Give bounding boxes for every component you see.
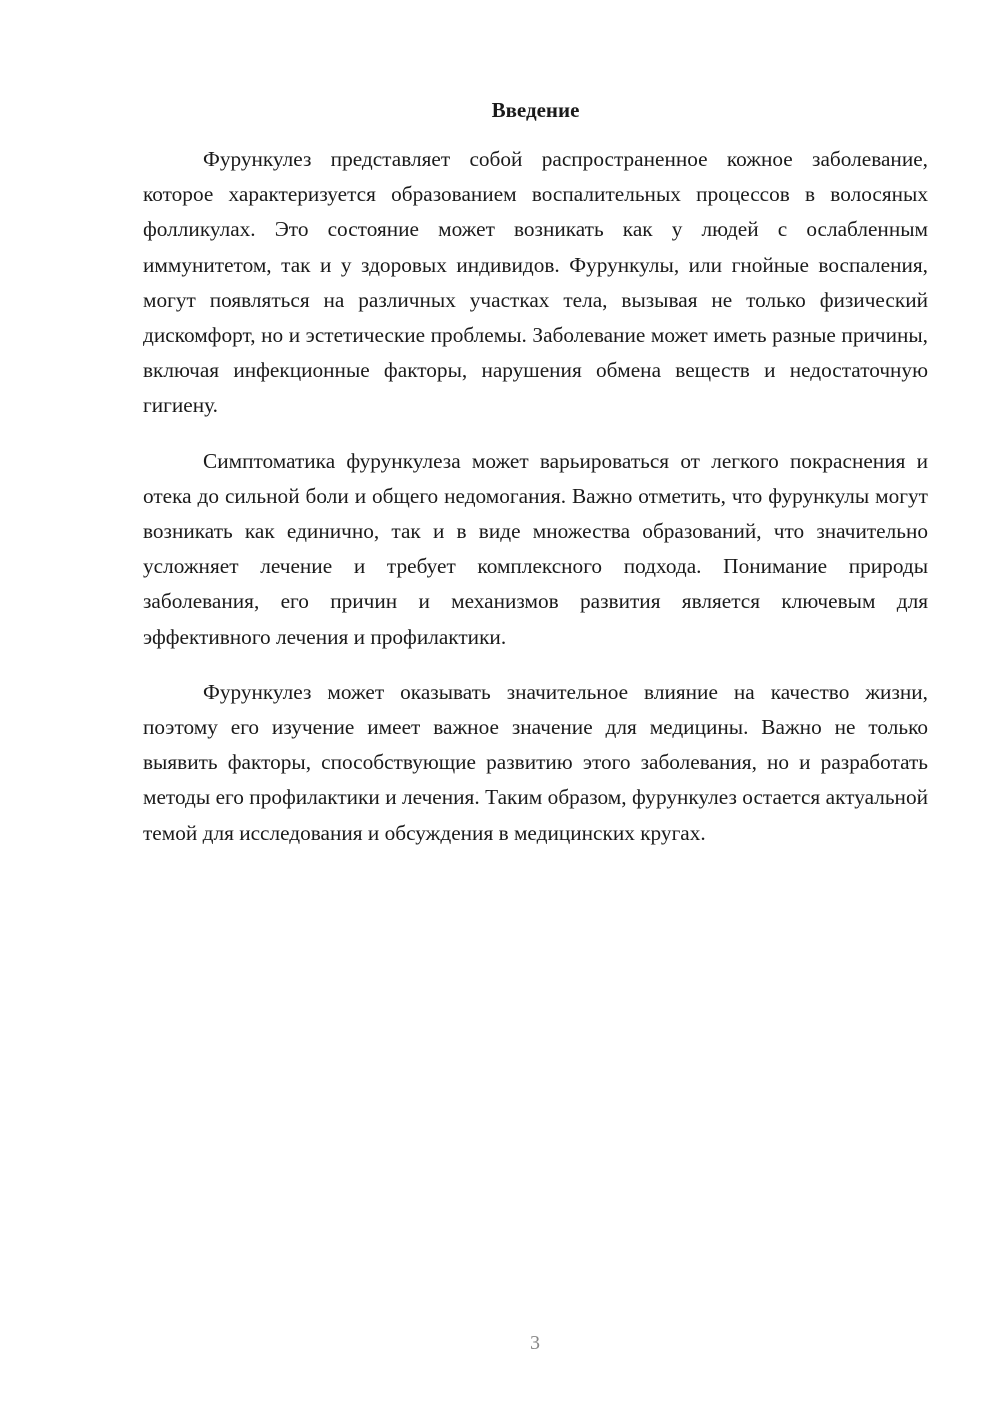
paragraph-1: Фурункулез представляет собой распространенное кожное заболевание, которое характеризуется образованием воспалительных процессов в волосяных фолликулах. Это состояние может возникать как у людей с ослабленным иммунитетом, так и у здоровых индивидов. Фурункулы, или гнойные воспаления, могут появляться на различных участках тела, вызывая не только физический дискомфорт, но и эстетические проблемы. Заболевание может иметь разные причины, включая инфекционные факторы, нарушения обмена веществ и недостаточную гигиену.: [143, 147, 928, 418]
text-column: [143, 92, 928, 871]
paragraph-3: Фурункулез может оказывать значительное влияние на качество жизни, поэтому его изучение имеет важное значение для медицины. Важно не только выявить факторы, способствующие развитию этого заболевания, но и разработать методы его профилактики и лечения. Таким образом, фурункулез остается актуальной темой для исследования и обсуждения в медицинских кругах.: [143, 679, 928, 845]
paragraph-2: Симптоматика фурункулеза может варьироваться от легкого покраснения и отека до сильной боли и общего недомогания. Важно отметить, что фурункулы могут возникать как единично, так и в виде множества образований, что значительно усложняет лечение и требует комплексного подхода. Понимание природы заболевания, его причин и механизмов развития является ключевым для эффективного лечения и профилактики.: [143, 448, 928, 649]
section-title: Введение: [491, 98, 580, 122]
page-number: 3: [530, 1332, 540, 1354]
